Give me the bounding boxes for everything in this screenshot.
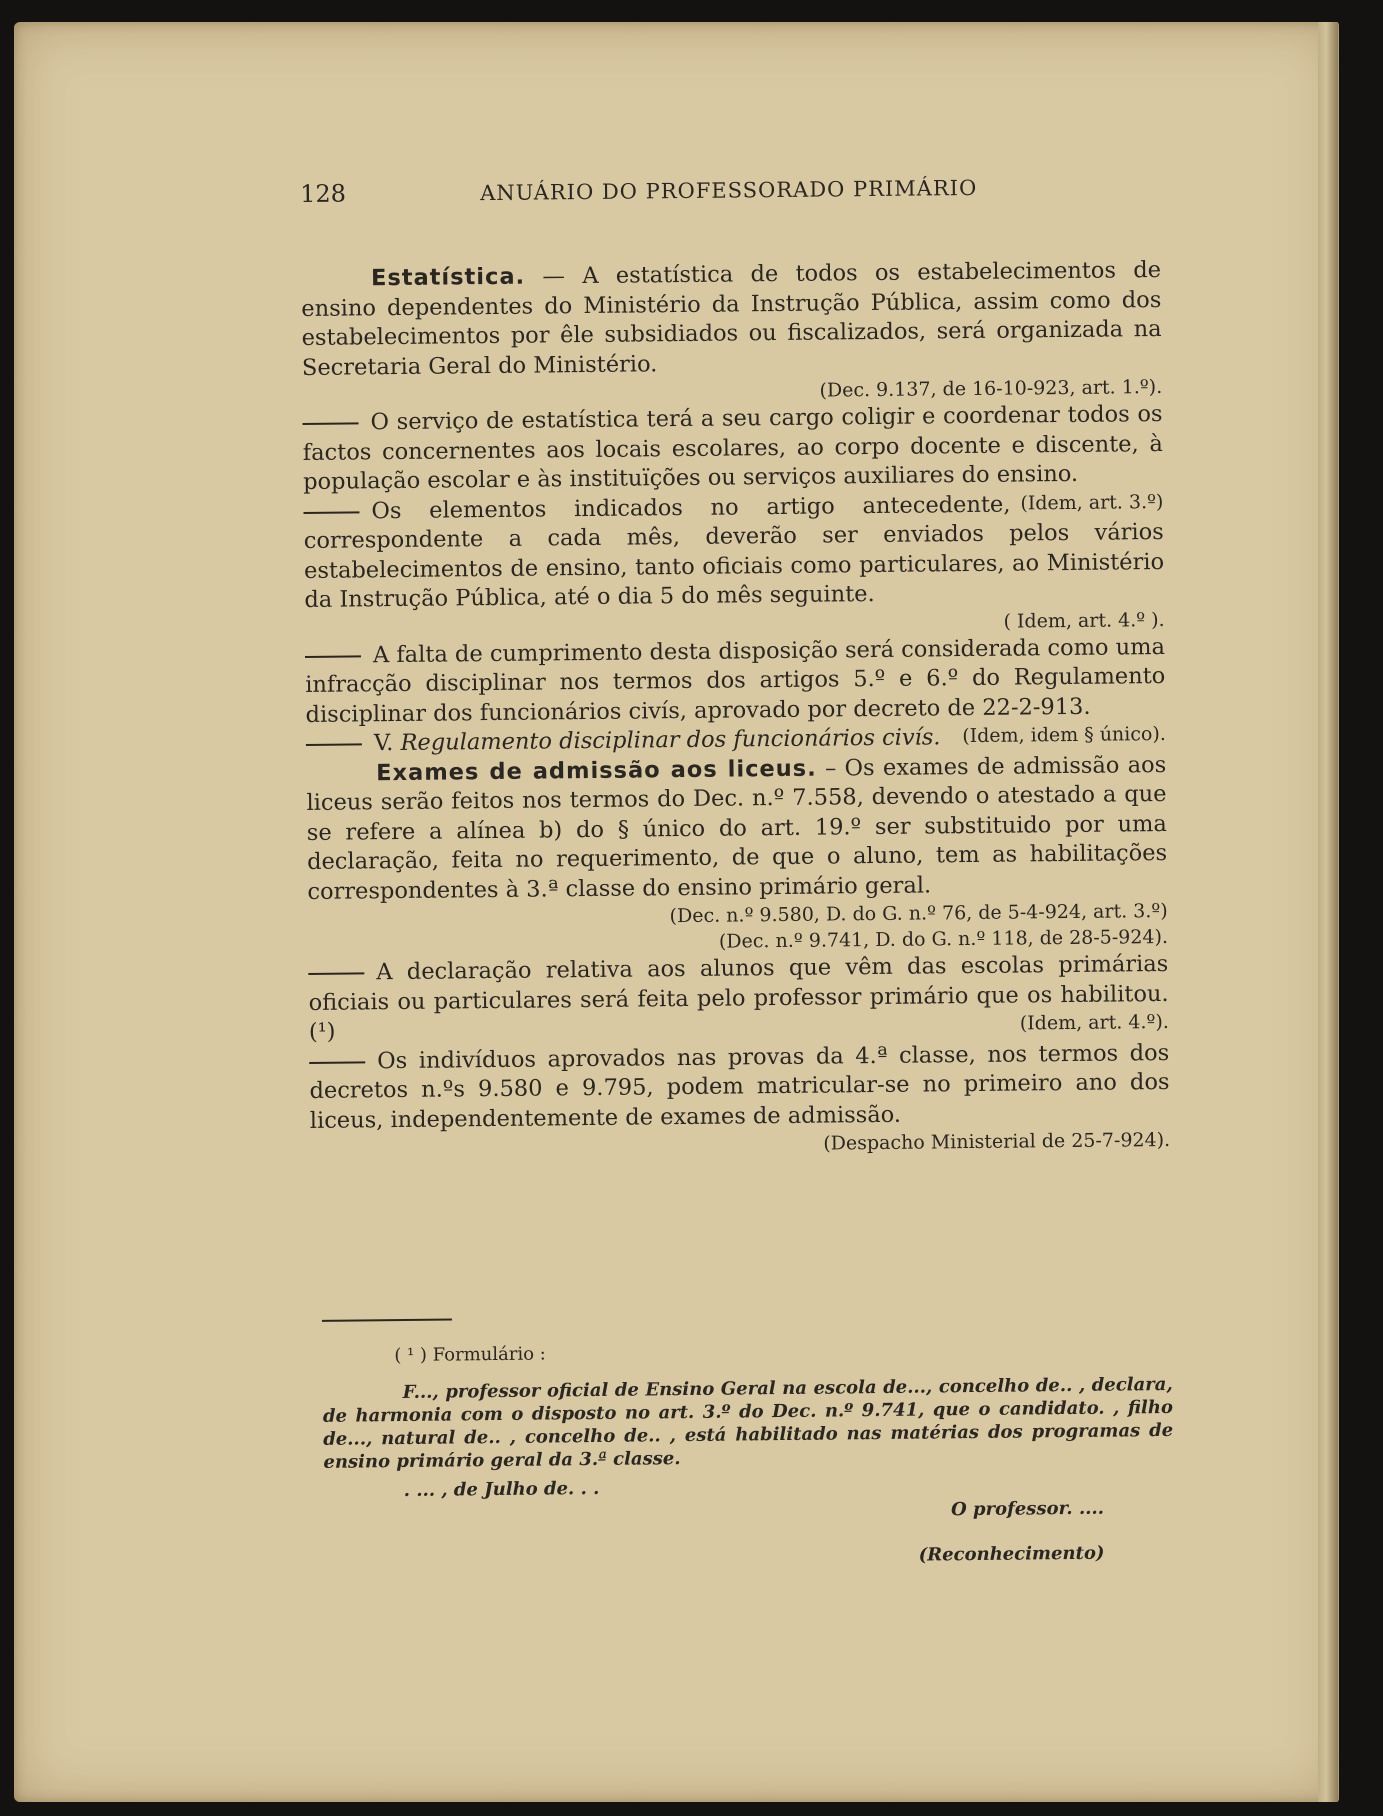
footnote-body: F..., professor oficial de Ensino Geral na escola de..., concelho de.. , declara, de harmonia com o disposto no art. 3.º do Dec. n.º 9.741, que o candidato. , filho de..., natural de.. , concelho de.. , está habilitado nas matérias dos programas de ensino primário geral da 3.ª classe. [322,1373,1174,1473]
citation: (Idem, art. 3.º) [1020,490,1164,514]
citation: (Dec. n.º 9.741, D. do G. n.º 118, de 28-5-924). [718,925,1169,953]
footnote [322,1336,1174,1573]
em-dash-rule [305,655,361,658]
section-heading-exames: Exames de admissão aos liceus. [376,755,817,786]
citation: (Despacho Ministerial de 25-7-924). [823,1128,1171,1155]
vide-reference: Regulamento disciplinar dos funcionários civís. [400,724,941,756]
footnote-recognition: (Reconhecimento) [918,1542,1105,1566]
paragraph-declaracao [308,950,1169,1048]
body-text [301,256,1170,1162]
vide-prefix: V. [373,730,394,757]
citation: (Idem, idem § único). [962,722,1166,748]
paragraph-text: O serviço de estatística terá a seu cargo coligir e coordenar todos os factos concernentes aos locais escolares, ao corpo docente e discente, à população escolar e às instituïções ou serviços auxiliares do ensino. [302,400,1163,495]
paragraph-servico [302,400,1164,514]
paragraph-exames [306,750,1167,906]
paragraph-text: – Os exames de admissão aos liceus serão feitos nos termos do Dec. n.º 7.558, devendo o atestado a que se refere a alínea b) do § único do art. 19.º ser substituido por uma declaração, feita no requerimento, de que o aluno, tem as habilitações correspondentes à 3.ª classe do ensino primário geral. [306,751,1168,905]
em-dash-rule [308,972,364,975]
citation: ( Idem, art. 4.º ). [1003,608,1165,633]
paragraph-falta [305,632,1166,748]
citation: (Dec. 9.137, de 16-10-923, art. 1.º). [819,375,1163,402]
running-head: ANUÁRIO DO PROFESSORADO PRIMÁRIO [480,175,978,206]
page-fold [1318,22,1338,1802]
footnote-heading: ( ¹ ) Formulário : [394,1343,546,1367]
paragraph-text: Os elementos indicados no artigo antecedente, correspondente a cada mês, deverão ser enviados pelos vários estabelecimentos de ensino, tanto oficiais como particulares, ao Ministério da Instrução Pública, até o dia 5 do mês seguinte. [303,491,1165,613]
footnote-date-line: . ... , de Julho de. . . [403,1477,600,1501]
citation: (Idem, art. 4.º). [1019,1010,1169,1035]
paragraph-estatistica [301,256,1162,383]
paragraph-text: A declaração relativa aos alunos que vêm das escolas primárias oficiais ou particulares será feita pelo professor primário que os habilitou. (¹) [308,950,1169,1045]
section-heading-estatistica: Estatística. [370,263,526,292]
em-dash-rule [306,743,362,746]
paragraph-text: — A estatística de todos os estabelecimentos de ensino dependentes do Ministério da Instrução Pública, assim como dos estabelecimentos por êle subsidiados ou fiscalizados, será organizada na Secretaria Geral do Ministério. [301,256,1162,381]
em-dash-rule [303,422,359,425]
page-number: 128 [300,179,347,208]
citation: (Dec. n.º 9.580, D. do G. n.º 76, de 5-4-924, art. 3.º) [669,899,1168,928]
paragraph-text: Os indivíduos aprovados nas provas da 4.ª classe, nos termos dos decretos n.ºs 9.580 e 9.795, podem matricular-se no primeiro ano dos liceus, independentemente de exames de admissão. [309,1039,1170,1134]
footnote-signature: O professor. .... [950,1497,1105,1521]
em-dash-rule [303,511,359,514]
paragraph-individuos [309,1038,1170,1136]
em-dash-rule [309,1061,365,1064]
paragraph-text: A falta de cumprimento desta disposição será considerada como uma infracção disciplinar nos termos dos artigos 5.º e 6.º do Regulamento disciplinar dos funcionários civís, aprovado por decreto de 22-2-913. [305,633,1166,728]
